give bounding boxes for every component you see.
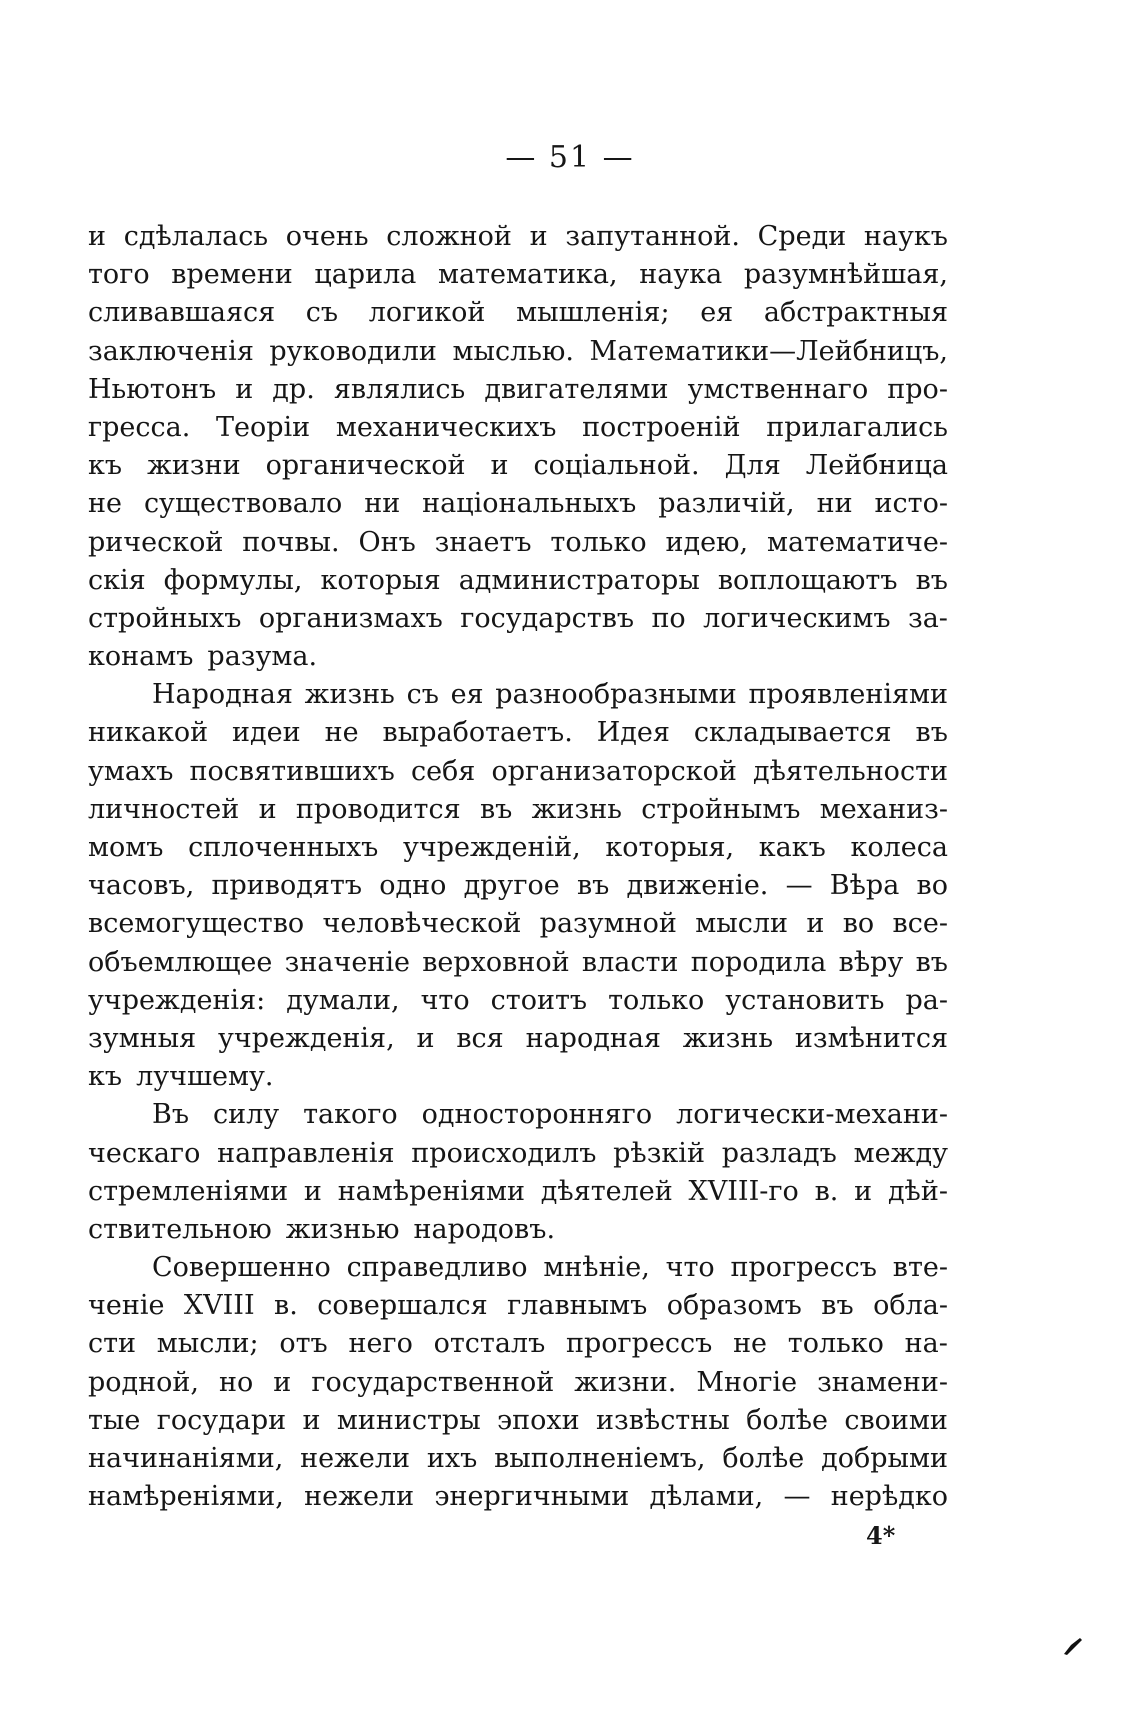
page-number: — 51 — [505,140,635,175]
text-line: къ жизни органической и соціальной. Для Лейбница [88,450,948,482]
text-line: стремленіями и намѣреніями дѣятелей XVIII-го в. и дѣй- [88,1175,948,1207]
text-line: сливавшаяся съ логикой мышленія; ея абстрактныя [88,297,948,329]
text-line: и сдѣлалась очень сложной и запутанной. Среди наукъ [88,221,948,252]
text-line: учрежденія: думали, что стоитъ только установить ра- [88,984,948,1016]
text-line: ствительною жизнью народовъ. [88,1213,556,1245]
text-line: къ лучшему. [88,1061,274,1093]
text-line: умахъ посвятившихъ себя организаторской дѣятельности [88,755,948,787]
text-line: гресса. Теоріи механическихъ построеній прилагались [88,411,948,443]
text-line: заключенія руководили мыслью. Математики—Лейбницъ, [88,335,948,367]
text-line: скія формулы, которыя администраторы воплощаютъ въ [88,564,948,596]
text-line: ческаго направленія происходилъ рѣзкій разладъ между [88,1137,948,1169]
text-line: никакой идеи не выработаетъ. Идея складывается въ [88,717,948,749]
text-line: того времени царила математика, наука разумнѣйшая, [88,259,948,291]
text-line: родной, но и государственной жизни. Многіе знамени- [88,1366,948,1398]
text-line: сти мысли; отъ него отсталъ прогрессъ не только на- [88,1328,948,1360]
text-line: стройныхъ организмахъ государствъ по логическимъ за- [88,602,948,634]
text-line: часовъ, приводятъ одно другое въ движеніе. — Вѣра во [88,870,948,902]
text-line: тые государи и министры эпохи извѣстны болѣе своими [88,1404,948,1436]
text-line: не существовало ни національныхъ различій, ни исто- [88,488,948,520]
body-text [88,218,948,1516]
text-line: начинаніями, нежели ихъ выполненіемъ, болѣе добрыми [88,1443,948,1474]
text-line: Совершенно справедливо мнѣніе, что прогрессъ вте- [152,1252,948,1284]
ink-blot-mark [1062,1636,1084,1656]
text-line: Ньютонъ и др. являлись двигателями умственнаго про- [88,373,948,405]
text-line: Въ силу такого односторонняго логически-механи- [152,1099,948,1131]
signature-mark: 4* [866,1521,896,1550]
text-line: ченіе XVIII в. совершался главнымъ образомъ въ обла- [88,1290,948,1322]
text-line: объемлющее значеніе верховной власти породила вѣру въ [88,946,948,978]
text-line: Народная жизнь съ ея разнообразными проявленіями [152,679,948,711]
text-line: зумныя учрежденія, и вся народная жизнь измѣнится [88,1022,948,1054]
text-line: личностей и проводится въ жизнь стройнымъ механиз- [88,793,948,825]
text-line: намѣреніями, нежели энергичными дѣлами, — нерѣдко [88,1481,948,1513]
text-line: момъ сплоченныхъ учрежденій, которыя, какъ колеса [88,832,948,863]
text-line: конамъ разума. [88,641,318,673]
text-line: всемогущество человѣческой разумной мысли и во все- [88,908,948,940]
text-line: рической почвы. Онъ знаетъ только идею, математиче- [88,526,948,558]
